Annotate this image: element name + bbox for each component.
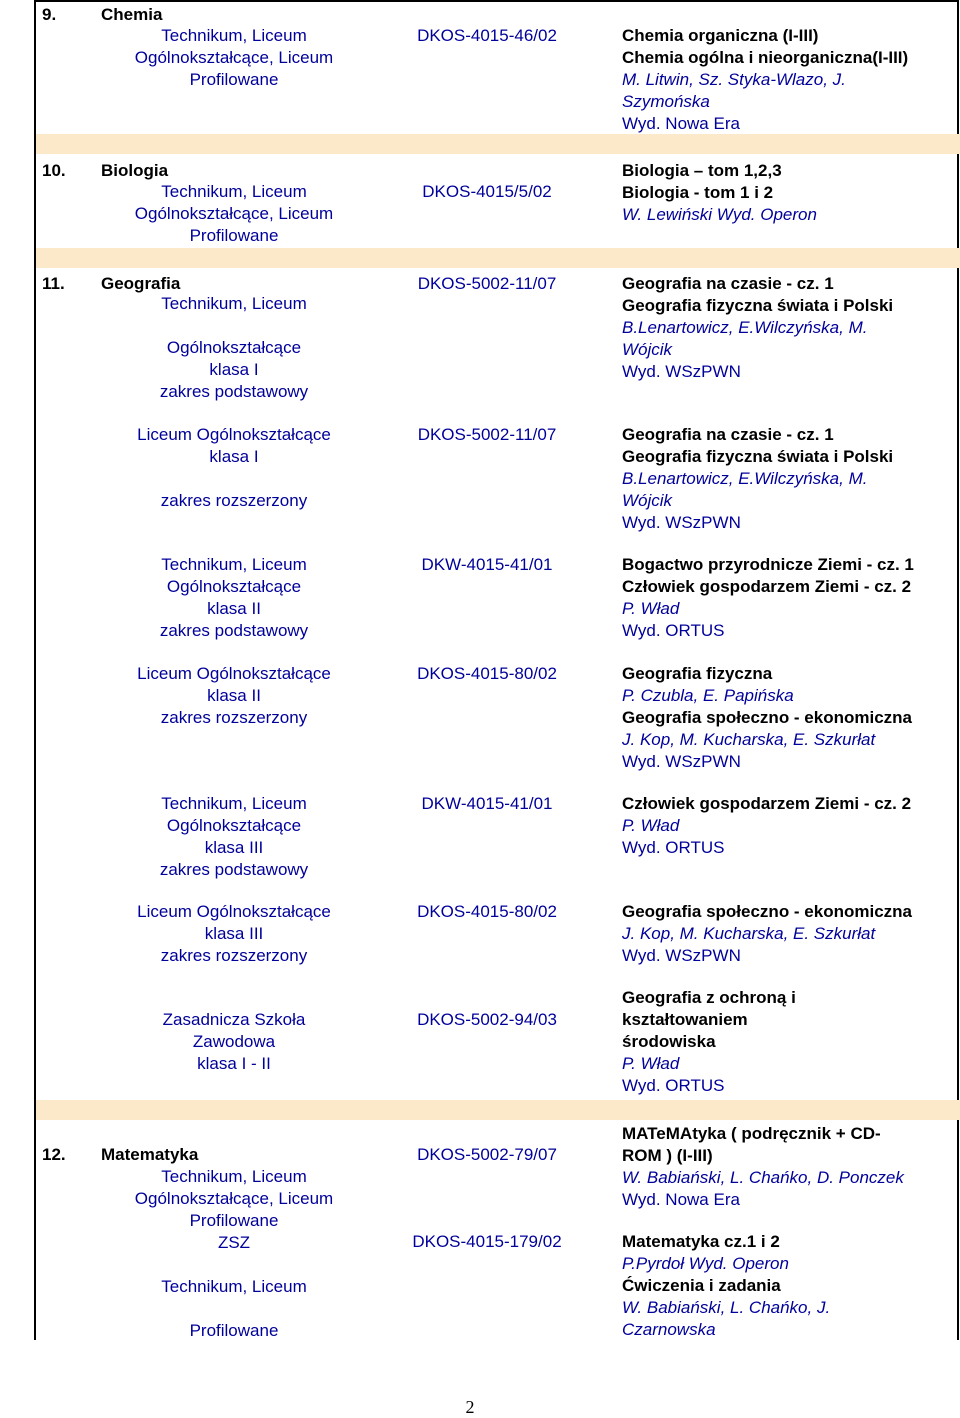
separator-band bbox=[36, 248, 960, 268]
textbook-entry: Geografia fizyczna P. Czubla, E. Papińska Geografia społeczno - ekonomiczna J. Kop, M. Kucharska, E. Szkurłat Wyd. WSzPWN bbox=[622, 664, 913, 771]
approval-code: DKOS-5002-11/07 bbox=[417, 425, 557, 444]
table-top-border bbox=[34, 0, 959, 2]
textbook-entry: Matematyka cz.1 i 2 P.Pyrdoł Wyd. Operon Ćwiczenia i zadania W. Babiański, L. Chańko, J. Czarnowska bbox=[622, 1232, 831, 1339]
textbook-entry: Człowiek gospodarzem Ziemi - cz. 2 P. Wład Wyd. ORTUS bbox=[622, 794, 912, 857]
school-type: Technikum, Liceum Ogólnokształcące klasa II zakres podstawowy bbox=[159, 555, 309, 640]
school-type: Zasadnicza Szkoła Zawodowa klasa I - II bbox=[162, 1010, 306, 1073]
page-number: 2 bbox=[465, 1397, 475, 1417]
subject-name: Chemia bbox=[101, 5, 163, 24]
school-type: Technikum, Liceum Ogólnokształcące klasa I zakres podstawowy bbox=[159, 294, 309, 401]
separator-band bbox=[36, 134, 960, 154]
approval-code: DKOS-5002-11/07 bbox=[417, 274, 557, 293]
school-type: Liceum Ogólnokształcące klasa I zakres rozszerzony bbox=[137, 425, 331, 510]
subject-name: Geografia bbox=[101, 274, 181, 293]
textbook-entry: Geografia społeczno - ekonomiczna J. Kop, M. Kucharska, E. Szkurłat Wyd. WSzPWN bbox=[622, 902, 913, 965]
school-type: Liceum Ogólnokształcące klasa II zakres rozszerzony bbox=[137, 664, 331, 727]
textbook-entry: Chemia organiczna (I-III) Chemia ogólna i nieorganiczna(I-III) M. Litwin, Sz. Styka-Wlazo, J. Szymońska Wyd. Nowa Era bbox=[622, 26, 909, 133]
approval-code: DKOS-5002-79/07 bbox=[417, 1145, 557, 1164]
textbook-entry: Geografia z ochroną i kształtowaniem środowiska P. Wład Wyd. ORTUS bbox=[622, 988, 796, 1095]
approval-code: DKOS-5002-94/03 bbox=[417, 1010, 557, 1029]
row-number: 10. bbox=[42, 161, 66, 180]
school-type: Technikum, Liceum Ogólnokształcące, Liceum Profilowane ZSZ Technikum, Liceum Profilowane bbox=[134, 1167, 334, 1340]
textbook-entry: Bogactwo przyrodnicze Ziemi - cz. 1 Człowiek gospodarzem Ziemi - cz. 2 P. Wład Wyd. ORTUS bbox=[622, 555, 914, 640]
textbook-entry: Geografia na czasie - cz. 1 Geografia fizyczna świata i Polski B.Lenartowicz, E.Wilczyńska, M. Wójcik Wyd. WSzPWN bbox=[622, 425, 894, 532]
school-type: Technikum, Liceum Ogólnokształcące, Liceum Profilowane bbox=[134, 26, 334, 89]
school-type: Technikum, Liceum Ogólnokształcące, Liceum Profilowane bbox=[134, 182, 334, 245]
approval-code: DKOS-4015-179/02 bbox=[412, 1232, 562, 1251]
table-left-border bbox=[34, 0, 36, 1340]
textbook-entry: MATeMAtyka ( podręcznik + CD- ROM ) (I-III) W. Babiański, L. Chańko, D. Ponczek Wyd. Nowa Era bbox=[622, 1124, 904, 1209]
school-type: Liceum Ogólnokształcące klasa III zakres rozszerzony bbox=[137, 902, 331, 965]
approval-code: DKW-4015-41/01 bbox=[421, 555, 553, 574]
approval-code: DKOS-4015/5/02 bbox=[422, 182, 552, 201]
approval-code: DKOS-4015-46/02 bbox=[417, 26, 557, 45]
approval-code: DKOS-4015-80/02 bbox=[417, 902, 557, 921]
subject-name: Biologia bbox=[101, 161, 169, 180]
row-number: 9. bbox=[42, 5, 57, 24]
school-type: Technikum, Liceum Ogólnokształcące klasa III zakres podstawowy bbox=[159, 794, 309, 879]
textbook-entry: Geografia na czasie - cz. 1 Geografia fizyczna świata i Polski B.Lenartowicz, E.Wilczyńska, M. Wójcik Wyd. WSzPWN bbox=[622, 274, 894, 381]
subject-name: Matematyka bbox=[101, 1145, 199, 1164]
row-number: 12. bbox=[42, 1145, 66, 1164]
separator-band bbox=[36, 1100, 960, 1120]
approval-code: DKOS-4015-80/02 bbox=[417, 664, 557, 683]
row-number: 11. bbox=[42, 274, 65, 293]
approval-code: DKW-4015-41/01 bbox=[421, 794, 553, 813]
textbook-entry: Biologia – tom 1,2,3 Biologia - tom 1 i 2 W. Lewiński Wyd. Operon bbox=[622, 161, 817, 224]
table-right-border bbox=[957, 0, 959, 1340]
